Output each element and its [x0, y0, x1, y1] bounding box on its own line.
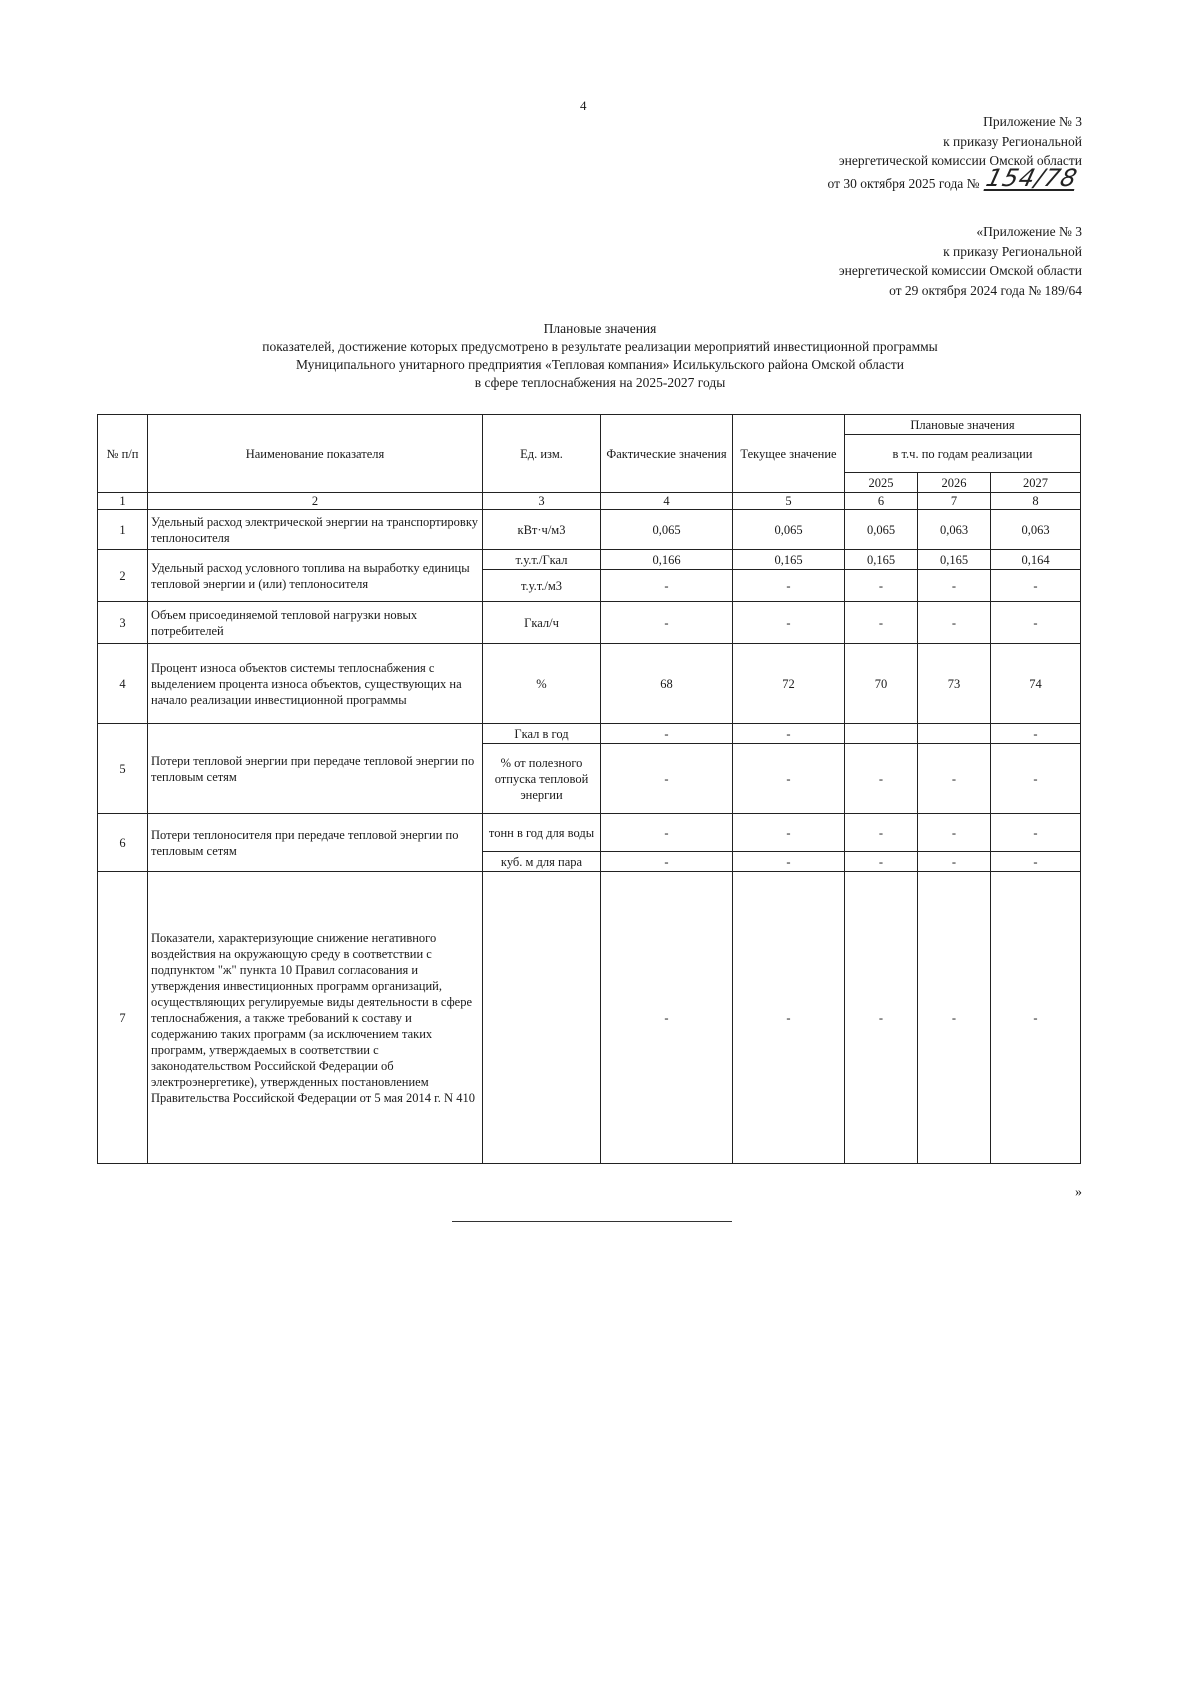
value-cell-year-2026: - — [918, 852, 991, 872]
value-cell-current: 0,065 — [733, 510, 845, 550]
indicator-name: Удельный расход электрической энергии на транспортировку теплоносителя — [148, 510, 483, 550]
indicator-name: Объем присоединяемой тепловой нагрузки новых потребителей — [148, 602, 483, 644]
value-cell-year-2027: - — [991, 724, 1081, 744]
value-cell-current: 0,165 — [733, 550, 845, 570]
table-row — [98, 550, 1081, 570]
handwritten-order-number: 154/78 — [982, 163, 1081, 192]
header-year-2026: 2026 — [918, 473, 991, 493]
approval-line: энергетической комиссии Омской области — [838, 153, 1082, 168]
value-cell-actual: - — [601, 724, 733, 744]
value-cell-year-2026: 0,165 — [918, 550, 991, 570]
value-cell-year-2027: 0,063 — [991, 510, 1081, 550]
header-year-2025: 2025 — [845, 473, 918, 493]
table-row — [98, 724, 1081, 744]
approval-line: к приказу Региональной — [943, 133, 1082, 149]
row-number: 5 — [98, 724, 148, 814]
value-cell-year-2027: - — [991, 744, 1081, 814]
header-actual: Фактические значения — [601, 415, 733, 493]
value-cell-current: - — [733, 724, 845, 744]
indicator-name: Потери теплоносителя при передаче тепловой энергии по тепловым сетям — [148, 814, 483, 872]
value-cell-year-2025: - — [845, 602, 918, 644]
row-number: 4 — [98, 644, 148, 724]
column-number: 6 — [845, 493, 918, 510]
approval-line: от 29 октября 2024 года № 189/64 — [889, 282, 1082, 298]
value-cell-current: - — [733, 744, 845, 814]
value-cell-year-2027: - — [991, 602, 1081, 644]
value-cell-year-2026: 0,063 — [918, 510, 991, 550]
column-numbering-row — [98, 493, 1081, 510]
value-cell-actual: - — [601, 744, 733, 814]
value-cell-year-2026: - — [918, 872, 991, 1164]
table-row — [98, 872, 1081, 1164]
approval-line: энергетической комиссии Омской области — [838, 263, 1082, 278]
header-current: Текущее значение — [733, 415, 845, 493]
approval-line: к приказу Региональной — [943, 243, 1082, 259]
value-cell-year-2027: 74 — [991, 644, 1081, 724]
value-cell-year-2027: - — [991, 852, 1081, 872]
value-cell-year-2026: - — [918, 570, 991, 602]
unit-cell: куб. м для пара — [483, 852, 601, 872]
value-cell-current: - — [733, 570, 845, 602]
column-number: 7 — [918, 493, 991, 510]
column-number: 5 — [733, 493, 845, 510]
value-cell-year-2025: - — [845, 570, 918, 602]
row-number: 3 — [98, 602, 148, 644]
unit-cell: % от полезного отпуска тепловой энергии — [483, 744, 601, 814]
value-cell-actual: - — [601, 570, 733, 602]
value-cell-year-2025: 0,165 — [845, 550, 918, 570]
column-number: 4 — [601, 493, 733, 510]
page-number: 4 — [580, 98, 587, 113]
approval-stamp-previous — [722, 222, 1082, 300]
header-by-years: в т.ч. по годам реализации — [845, 435, 1081, 473]
value-cell-year-2026 — [918, 724, 991, 744]
value-cell-actual: - — [601, 602, 733, 644]
table-row — [98, 644, 1081, 724]
value-cell-current: - — [733, 814, 845, 852]
unit-cell: тонн в год для воды — [483, 814, 601, 852]
value-cell-actual: - — [601, 872, 733, 1164]
header-name: Наименование показателя — [148, 415, 483, 493]
title-line: Муниципального унитарного предприятия «Тепловая компания» Исилькульского района Омской области — [296, 357, 904, 372]
header-num: № п/п — [98, 415, 148, 493]
value-cell-actual: - — [601, 852, 733, 872]
row-number: 2 — [98, 550, 148, 602]
value-cell-actual: - — [601, 814, 733, 852]
value-cell-year-2027: - — [991, 872, 1081, 1164]
approval-line: Приложение № 3 — [983, 114, 1082, 129]
approval-date-line — [722, 163, 1082, 194]
unit-cell: кВт·ч/м3 — [483, 510, 601, 550]
column-number: 3 — [483, 493, 601, 510]
value-cell-current: - — [733, 602, 845, 644]
unit-cell — [483, 872, 601, 1164]
column-number: 8 — [991, 493, 1081, 510]
value-cell-year-2025 — [845, 724, 918, 744]
document-title — [150, 320, 1050, 392]
table-row — [98, 814, 1081, 852]
value-cell-current: - — [733, 852, 845, 872]
value-cell-year-2026: 73 — [918, 644, 991, 724]
title-line: Плановые значения — [543, 321, 657, 336]
header-unit: Ед. изм. — [483, 415, 601, 493]
header-year-2027: 2027 — [991, 473, 1081, 493]
table-row — [98, 510, 1081, 550]
value-cell-year-2025: 70 — [845, 644, 918, 724]
title-line: в сфере теплоснабжения на 2025-2027 годы — [474, 375, 726, 390]
indicator-name: Показатели, характеризующие снижение негативного воздействия на окружающую среду в соответствии с подпунктом "ж" пункта 10 Правил согласования и утверждения инвестиционных программ организаций, осуществляющих регулируемые виды деятельности в сфере теплоснабжения, а также требований к составу и содержанию таких программ (за исключением таких программ, утверждаемых в соответствии с законодательством Российской Федерации об электроэнергетике), утвержденных постановлением Правительства Российской Федерации от 5 мая 2014 г. N 410 — [148, 872, 483, 1164]
indicator-name: Процент износа объектов системы теплоснабжения с выделением процента износа объектов, существующих на начало реализации инвестиционной программы — [148, 644, 483, 724]
approval-stamp-new — [722, 112, 1082, 193]
table-row — [98, 602, 1081, 644]
value-cell-year-2027: - — [991, 814, 1081, 852]
value-cell-current: 72 — [733, 644, 845, 724]
closing-quote: » — [1075, 1185, 1082, 1200]
separator-line — [452, 1221, 732, 1222]
value-cell-actual: 68 — [601, 644, 733, 724]
unit-cell: Гкал в год — [483, 724, 601, 744]
value-cell-actual: 0,166 — [601, 550, 733, 570]
indicator-name: Удельный расход условного топлива на выработку единицы тепловой энергии и (или) теплоносителя — [148, 550, 483, 602]
value-cell-year-2026: - — [918, 602, 991, 644]
value-cell-year-2025: - — [845, 744, 918, 814]
indicators-table — [97, 414, 1081, 1164]
value-cell-year-2026: - — [918, 744, 991, 814]
value-cell-year-2027: 0,164 — [991, 550, 1081, 570]
column-number: 1 — [98, 493, 148, 510]
value-cell-year-2027: - — [991, 570, 1081, 602]
value-cell-current: - — [733, 872, 845, 1164]
value-cell-year-2025: - — [845, 814, 918, 852]
unit-cell: % — [483, 644, 601, 724]
column-number: 2 — [148, 493, 483, 510]
title-line: показателей, достижение которых предусмотрено в результате реализации мероприятий инвестиционной программы — [262, 339, 938, 354]
indicator-name: Потери тепловой энергии при передаче тепловой энергии по тепловым сетям — [148, 724, 483, 814]
value-cell-year-2025: - — [845, 872, 918, 1164]
value-cell-year-2025: 0,065 — [845, 510, 918, 550]
unit-cell: Гкал/ч — [483, 602, 601, 644]
approval-line: «Приложение № 3 — [976, 224, 1082, 239]
row-number: 1 — [98, 510, 148, 550]
row-number: 6 — [98, 814, 148, 872]
unit-cell: т.у.т./Гкал — [483, 550, 601, 570]
value-cell-year-2026: - — [918, 814, 991, 852]
approval-date: от 30 октября 2025 года № — [827, 175, 980, 191]
unit-cell: т.у.т./м3 — [483, 570, 601, 602]
row-number: 7 — [98, 872, 148, 1164]
value-cell-actual: 0,065 — [601, 510, 733, 550]
header-planned: Плановые значения — [845, 415, 1081, 435]
value-cell-year-2025: - — [845, 852, 918, 872]
